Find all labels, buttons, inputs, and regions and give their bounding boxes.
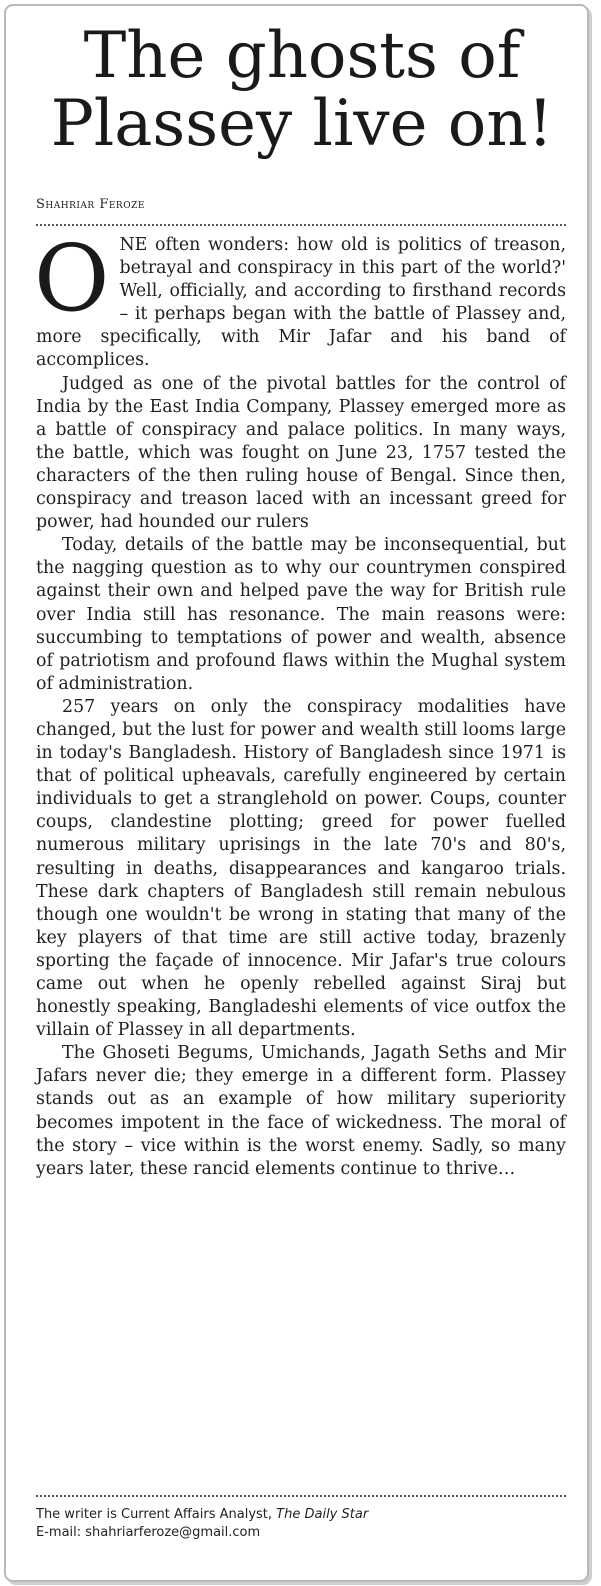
headline: The ghosts of Plassey live on! [50, 19, 554, 161]
paragraph-1-text: NE often wonders: how old is politics of treason, betrayal and conspiracy in this part of the world?' Well, officially, and according to firsthand records – it perhaps began with the battle of Plassey and, more specifically, with Mir Jafar and his band of accomplices. [36, 235, 566, 371]
drop-cap: O [34, 225, 110, 332]
author-note [36, 1506, 566, 1542]
paragraph-4: 257 years on only the conspiracy modalities have changed, but the lust for power and wealth still looms large in today's Bangladesh. History of Bangladesh since 1971 is that of political upheavals, carefully engineered by certain individuals to get a stranglehold on power. Coups, counter coups, clandestine plotting; greed for power fuelled numerous military uprisings in the late 70's and 80's, resulting in deaths, disappearances and kangaroo trials. These dark chapters of Bangladesh still remain nebulous though one wouldn't be wrong in stating that many of the key players of that time are still active today, brazenly sporting the façade of innocence. Mir Jafar's true colours came out when he openly rebelled against Siraj but honestly speaking, Bangladeshi elements of vice outfox the villain of Plassey in all departments. [36, 696, 566, 1041]
paragraph-2: Judged as one of the pivotal battles for the control of India by the East India Company, Plassey emerged more as a battle of conspiracy and palace politics. In many ways, the battle, which was fought on June 23, 1757 tested the characters of the then ruling house of Bengal. Since then, conspiracy and treason laced with an incessant greed for power, had hounded our rulers [36, 373, 566, 533]
divider-top [36, 224, 566, 226]
paragraph-3: Today, details of the battle may be inconsequential, but the nagging question as to why our countrymen conspired against their own and helped pave the way for British rule over India still has resonance. The main reasons were: succumbing to temptations of power and wealth, absence of patriotism and profound flaws within the Mughal system of administration. [36, 535, 566, 694]
byline: Shahriar Feroze [36, 197, 145, 212]
writer-credit [36, 1506, 566, 1524]
writer-prefix: The writer is Current Affairs Analyst, [36, 1507, 277, 1522]
divider-bottom [36, 1495, 566, 1497]
article-body [34, 225, 566, 1181]
publication-name: The Daily Star [276, 1507, 369, 1522]
paragraph-5: The Ghoseti Begums, Umichands, Jagath Seths and Mir Jafars never die; they emerge in a different form. Plassey stands out as an example of how military superiority becomes impotent in the face of wickedness. The moral of the story – vice within is the worst enemy. Sadly, so many years later, these rancid elements continue to thrive… [36, 1043, 566, 1179]
author-email: E-mail: shahriarferoze@gmail.com [36, 1525, 261, 1540]
paragraph-1 [34, 225, 566, 373]
